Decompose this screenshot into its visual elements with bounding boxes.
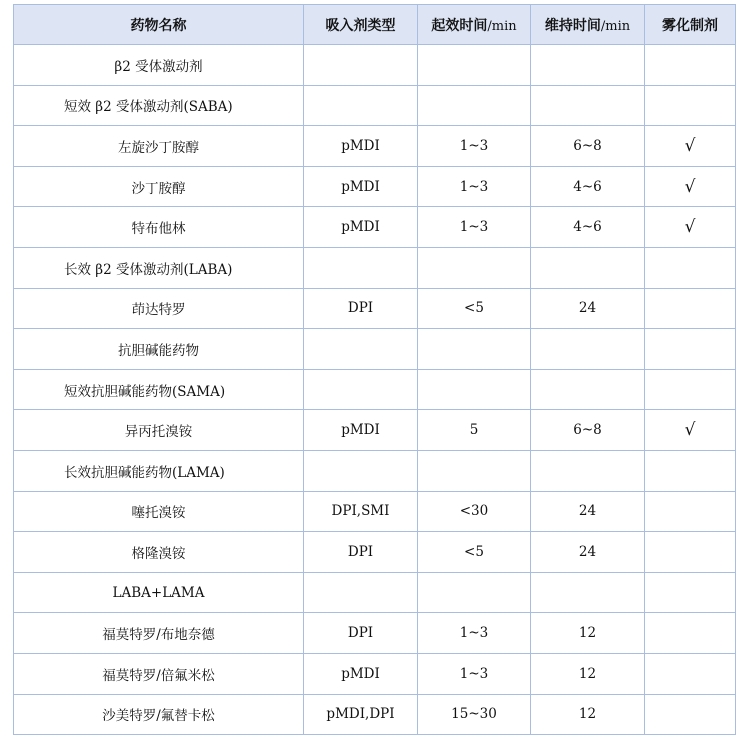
- cell-nebulized: [645, 613, 736, 654]
- cell-nebulized: [645, 572, 736, 613]
- category-row: [14, 572, 736, 613]
- cell-drug-name: 抗胆碱能药物: [14, 329, 304, 370]
- cell-drug-name: 左旋沙丁胺醇: [14, 126, 304, 167]
- header-inhaler-type: 吸入剂类型: [304, 5, 418, 45]
- cell-nebulized: [645, 45, 736, 86]
- cell-duration: [531, 369, 645, 410]
- cell-drug-name: 异丙托溴铵: [14, 410, 304, 451]
- cell-onset-time: <5: [418, 532, 531, 573]
- cell-inhaler-type: [304, 247, 418, 288]
- cell-onset-time: <5: [418, 288, 531, 329]
- table-row: [14, 694, 736, 735]
- cell-onset-time: [418, 247, 531, 288]
- cell-nebulized: [645, 288, 736, 329]
- category-row: [14, 369, 736, 410]
- cell-nebulized: [645, 450, 736, 491]
- cell-duration: [531, 45, 645, 86]
- cell-inhaler-type: [304, 45, 418, 86]
- cell-inhaler-type: [304, 572, 418, 613]
- cell-inhaler-type: DPI: [304, 613, 418, 654]
- cell-drug-name: 茚达特罗: [14, 288, 304, 329]
- cell-nebulized: [645, 247, 736, 288]
- cell-inhaler-type: [304, 450, 418, 491]
- table-row: [14, 613, 736, 654]
- cell-inhaler-type: [304, 85, 418, 126]
- category-row: [14, 450, 736, 491]
- cell-duration: [531, 85, 645, 126]
- cell-onset-time: <30: [418, 491, 531, 532]
- header-onset-time: 起效时间/min: [418, 5, 531, 45]
- cell-nebulized: [645, 532, 736, 573]
- cell-duration: 24: [531, 288, 645, 329]
- cell-nebulized: [645, 329, 736, 370]
- cell-duration: [531, 247, 645, 288]
- cell-drug-name: 短效 β2 受体激动剂(SABA): [14, 85, 304, 126]
- category-row: [14, 85, 736, 126]
- cell-drug-name: 福莫特罗/倍氟米松: [14, 653, 304, 694]
- cell-duration: 12: [531, 653, 645, 694]
- cell-drug-name: 沙美特罗/氟替卡松: [14, 694, 304, 735]
- cell-duration: 4~6: [531, 207, 645, 248]
- cell-duration: 4~6: [531, 166, 645, 207]
- cell-drug-name: 福莫特罗/布地奈德: [14, 613, 304, 654]
- cell-nebulized: [645, 491, 736, 532]
- cell-onset-time: [418, 572, 531, 613]
- cell-nebulized: [645, 694, 736, 735]
- table-row: [14, 491, 736, 532]
- cell-inhaler-type: pMDI: [304, 166, 418, 207]
- cell-drug-name: 沙丁胺醇: [14, 166, 304, 207]
- cell-drug-name: 长效抗胆碱能药物(LAMA): [14, 450, 304, 491]
- cell-duration: [531, 572, 645, 613]
- cell-onset-time: 1~3: [418, 126, 531, 167]
- table-row: [14, 410, 736, 451]
- category-row: [14, 247, 736, 288]
- cell-nebulized: √: [645, 166, 736, 207]
- table-row: [14, 126, 736, 167]
- cell-duration: 6~8: [531, 410, 645, 451]
- cell-inhaler-type: pMDI,DPI: [304, 694, 418, 735]
- cell-inhaler-type: [304, 329, 418, 370]
- table-row: [14, 653, 736, 694]
- cell-drug-name: 噻托溴铵: [14, 491, 304, 532]
- cell-inhaler-type: DPI: [304, 532, 418, 573]
- header-duration: 维持时间/min: [531, 5, 645, 45]
- cell-nebulized: [645, 369, 736, 410]
- table-row: [14, 288, 736, 329]
- table-body: [14, 45, 736, 735]
- cell-onset-time: [418, 45, 531, 86]
- cell-onset-time: 1~3: [418, 166, 531, 207]
- cell-onset-time: [418, 329, 531, 370]
- cell-onset-time: 15~30: [418, 694, 531, 735]
- cell-nebulized: √: [645, 410, 736, 451]
- table-row: [14, 532, 736, 573]
- cell-duration: 12: [531, 613, 645, 654]
- cell-onset-time: 5: [418, 410, 531, 451]
- cell-duration: [531, 450, 645, 491]
- cell-nebulized: [645, 653, 736, 694]
- cell-duration: [531, 329, 645, 370]
- category-row: [14, 45, 736, 86]
- cell-onset-time: [418, 450, 531, 491]
- cell-drug-name: β2 受体激动剂: [14, 45, 304, 86]
- header-onset-unit: /min: [487, 18, 517, 34]
- cell-drug-name: LABA+LAMA: [14, 572, 304, 613]
- inhaler-drug-table: [13, 4, 736, 735]
- cell-onset-time: 1~3: [418, 653, 531, 694]
- cell-onset-time: 1~3: [418, 207, 531, 248]
- cell-inhaler-type: pMDI: [304, 207, 418, 248]
- cell-drug-name: 格隆溴铵: [14, 532, 304, 573]
- header-drug-name: 药物名称: [14, 5, 304, 45]
- cell-duration: 24: [531, 491, 645, 532]
- category-row: [14, 329, 736, 370]
- cell-nebulized: √: [645, 207, 736, 248]
- cell-drug-name: 短效抗胆碱能药物(SAMA): [14, 369, 304, 410]
- cell-inhaler-type: [304, 369, 418, 410]
- cell-inhaler-type: pMDI: [304, 653, 418, 694]
- cell-drug-name: 长效 β2 受体激动剂(LABA): [14, 247, 304, 288]
- cell-onset-time: [418, 85, 531, 126]
- cell-inhaler-type: pMDI: [304, 126, 418, 167]
- table-header-row: [14, 5, 736, 45]
- cell-nebulized: [645, 85, 736, 126]
- cell-drug-name: 特布他林: [14, 207, 304, 248]
- cell-duration: 12: [531, 694, 645, 735]
- cell-duration: 24: [531, 532, 645, 573]
- cell-onset-time: 1~3: [418, 613, 531, 654]
- table-row: [14, 166, 736, 207]
- table-row: [14, 207, 736, 248]
- cell-nebulized: √: [645, 126, 736, 167]
- cell-duration: 6~8: [531, 126, 645, 167]
- cell-onset-time: [418, 369, 531, 410]
- header-duration-unit: /min: [600, 18, 631, 34]
- cell-inhaler-type: DPI: [304, 288, 418, 329]
- cell-inhaler-type: DPI,SMI: [304, 491, 418, 532]
- header-nebulized: 雾化制剂: [645, 5, 736, 45]
- cell-inhaler-type: pMDI: [304, 410, 418, 451]
